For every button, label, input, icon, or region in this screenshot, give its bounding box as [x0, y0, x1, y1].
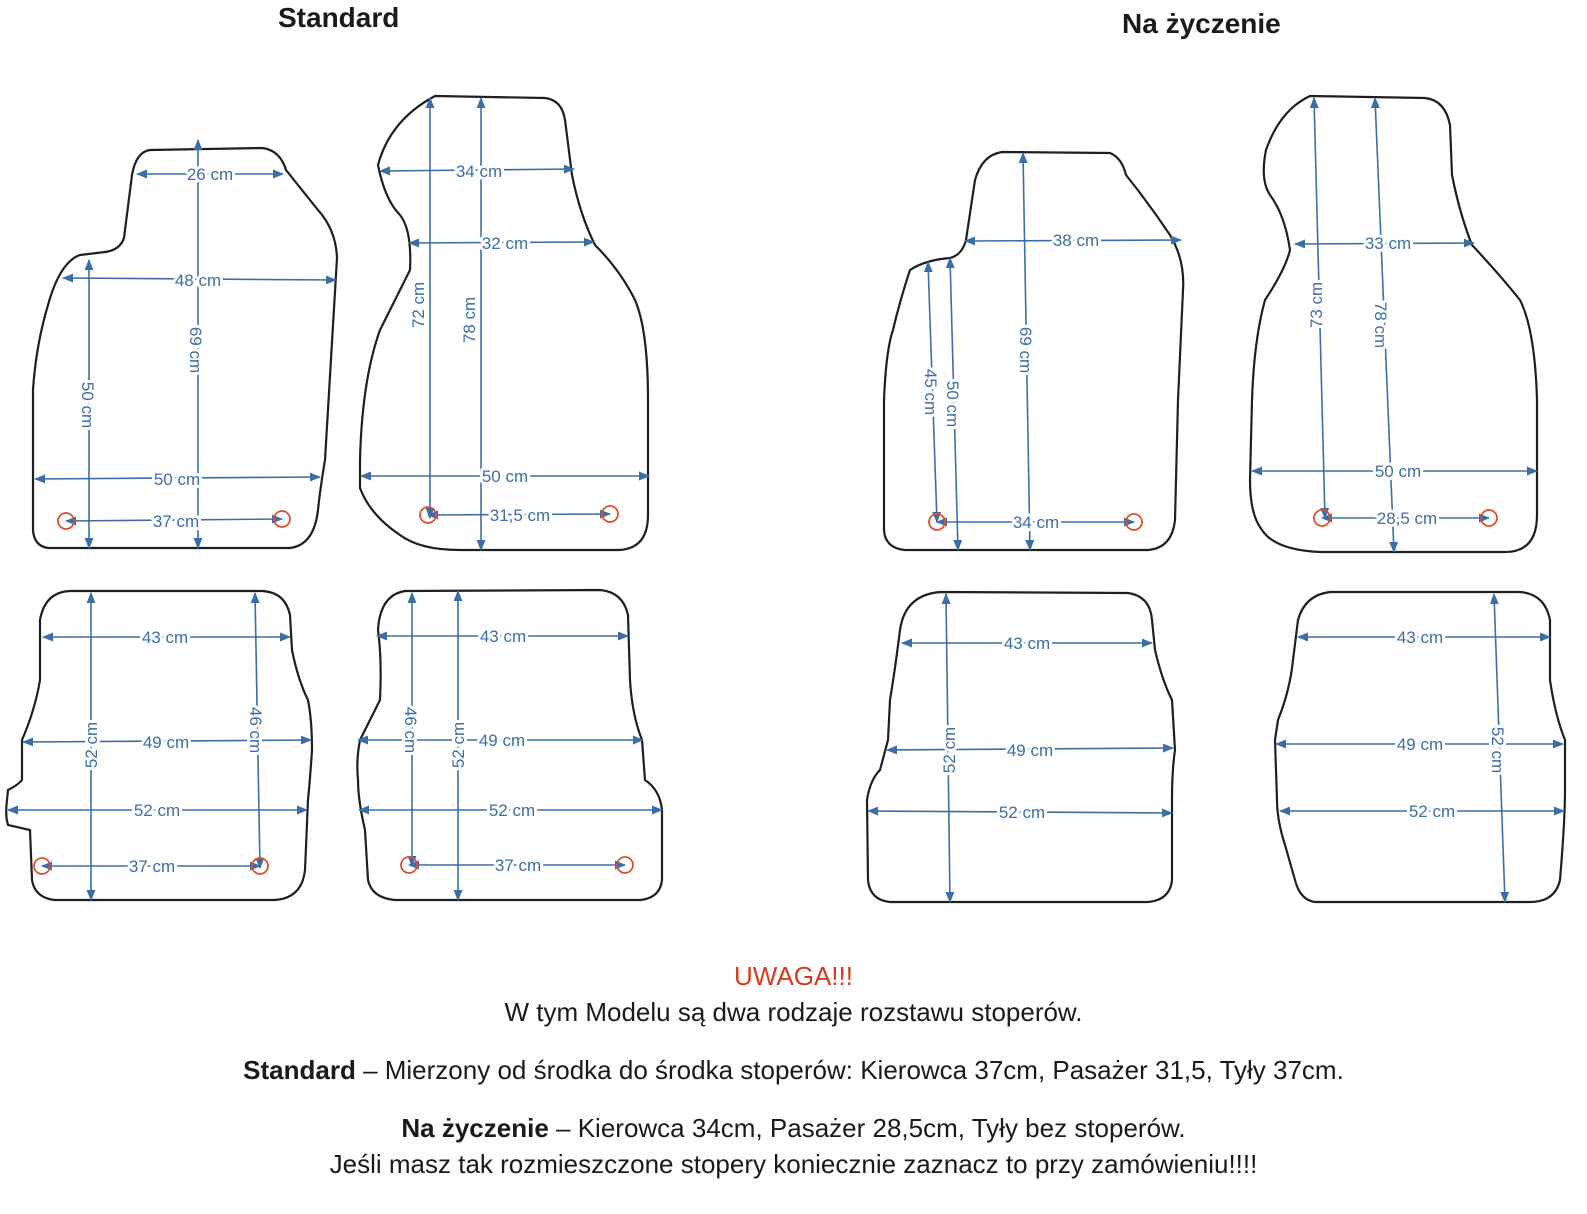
dim-label: 37 cm [494, 856, 542, 875]
dim-label: 34 cm [1012, 513, 1060, 532]
dim-label: 38 cm [1052, 231, 1100, 250]
dim-label: 31,5 cm [489, 506, 551, 525]
mat-outline [1250, 96, 1537, 552]
dim-label: 49 cm [478, 731, 526, 750]
dim-label: 28,5 cm [1376, 509, 1438, 528]
dim-label: 33 cm [1364, 234, 1412, 253]
mat-custom-passenger [1250, 96, 1537, 552]
mat-standard-driver [33, 140, 337, 548]
dim-label: 48 cm [174, 271, 222, 290]
dim-label: 43 cm [141, 628, 189, 647]
notes-line-custom [0, 1110, 1587, 1146]
dim-label: 43 cm [479, 627, 527, 646]
dim-label: 50 cm [1374, 462, 1422, 481]
notes-line-order: Jeśli masz tak rozmieszczone stopery koniecznie zaznacz to przy zamówieniu!!!! [329, 1149, 1258, 1179]
dim-label: 69 cm [1016, 326, 1035, 374]
warning-title: UWAGA!!! [734, 961, 853, 991]
dim-label: 49 cm [142, 733, 190, 752]
notes-line-standard [0, 1052, 1587, 1088]
custom-text: – Kierowca 34cm, Pasażer 28,5cm, Tyły bez stoperów. [548, 1113, 1186, 1143]
dim-label: 49 cm [1396, 735, 1444, 754]
dim-label: 49 cm [1006, 741, 1054, 760]
dim-label: 78 cm [1371, 301, 1390, 349]
dim-label: 52 cm [449, 721, 468, 769]
dim-label: 50 cm [481, 467, 529, 486]
dim-label: 52 cm [940, 726, 959, 774]
dim-label: 52 cm [1408, 802, 1456, 821]
dim-label: 45 cm [921, 368, 940, 416]
dim-label: 52 cm [998, 803, 1046, 822]
dim-label: 73 cm [1307, 281, 1326, 329]
mat-custom-rear-left [867, 592, 1175, 902]
mat-standard-rear-left [6, 591, 312, 900]
dim-label: 34 cm [455, 162, 503, 181]
dim-label: 43 cm [1003, 634, 1051, 653]
dim-label: 52 cm [82, 721, 101, 769]
dim-label: 50 cm [153, 470, 201, 489]
notes-line-intro: W tym Modelu są dwa rodzaje rozstawu stoperów. [504, 997, 1083, 1027]
dim-label: 46 cm [401, 706, 420, 754]
dim-label: 69 cm [186, 326, 205, 374]
dim-label: 46 cm [246, 706, 265, 754]
mat-custom-driver [884, 152, 1183, 550]
dim-label: 78 cm [460, 296, 479, 344]
standard-label: Standard [243, 1055, 356, 1085]
dim-label: 72 cm [409, 281, 428, 329]
dim-label: 52 cm [133, 801, 181, 820]
dim-label: 52 cm [488, 801, 536, 820]
dim-label: 43 cm [1396, 628, 1444, 647]
dim-label: 37 cm [128, 857, 176, 876]
heading-standard: Standard [278, 2, 400, 33]
dim-label: 52 cm [1488, 726, 1507, 774]
dim-label: 50 cm [78, 381, 97, 429]
notes-section [0, 958, 1587, 1182]
standard-text: – Mierzony od środka do środka stoperów: Kierowca 37cm, Pasażer 31,5, Tyły 37cm. [355, 1055, 1344, 1085]
mat-standard-rear-right [357, 590, 662, 900]
heading-custom: Na życzenie [1122, 8, 1281, 39]
dim-label: 37 cm [152, 512, 200, 531]
custom-label: Na życzenie [401, 1113, 549, 1143]
mat-custom-rear-right [1275, 592, 1565, 902]
dim-label: 26 cm [186, 165, 234, 184]
mat-standard-passenger [360, 96, 649, 550]
dim-label: 50 cm [943, 380, 962, 428]
dim-label: 32 cm [481, 234, 529, 253]
